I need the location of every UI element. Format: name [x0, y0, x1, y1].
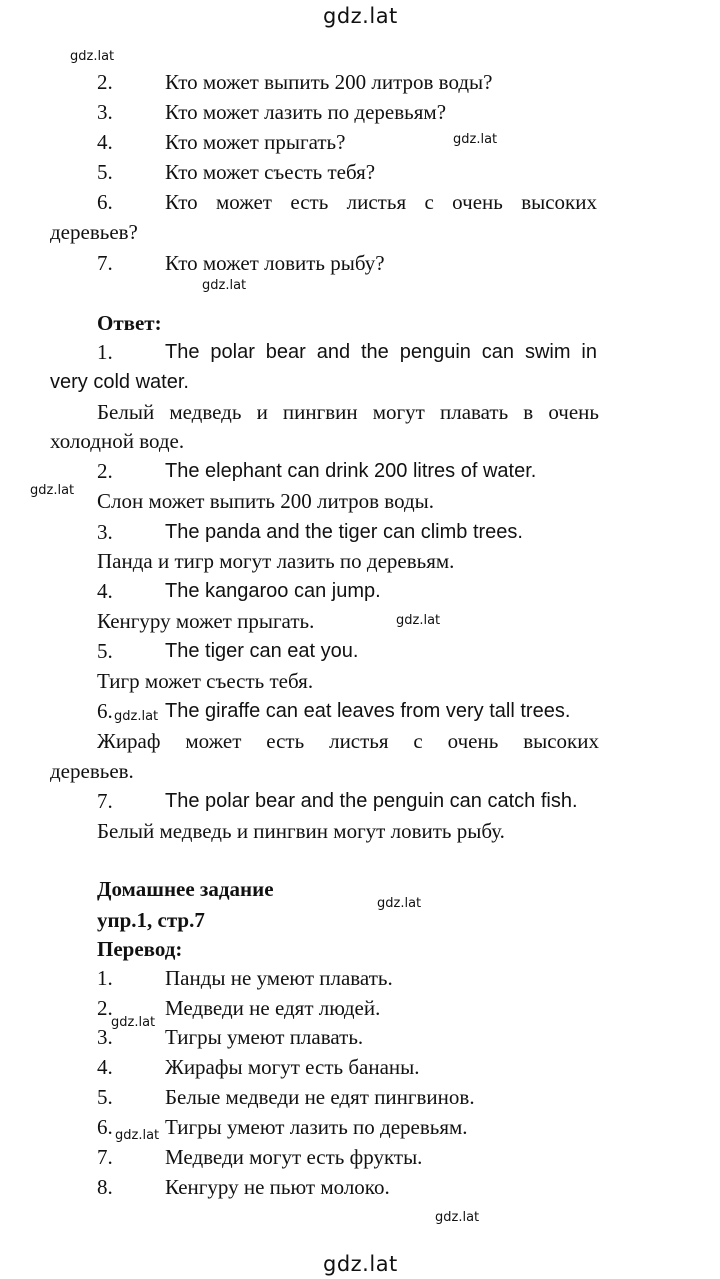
watermark: gdz.lat — [114, 709, 159, 724]
item-number: 7. — [97, 1145, 113, 1169]
question-text: Кто может ловить рыбу? — [165, 251, 385, 275]
translation-text: Медведи могут есть фрукты. — [165, 1145, 423, 1169]
item-number: 7. — [97, 789, 113, 813]
question-text: Кто может прыгать? — [165, 130, 346, 154]
item-number: 4. — [97, 130, 113, 154]
watermark-top: gdz.lat — [323, 4, 398, 28]
answer-english: The panda and the tiger can climb trees. — [165, 521, 523, 543]
item-number: 6. — [97, 699, 113, 723]
item-number: 3. — [97, 1025, 113, 1049]
exercise-reference: упр.1, стр.7 — [97, 908, 205, 932]
question-continuation: деревьев? — [50, 220, 138, 244]
question-text: Кто может выпить 200 литров воды? — [165, 70, 493, 94]
item-number: 2. — [97, 459, 113, 483]
question-text: Кто может съесть тебя? — [165, 160, 376, 184]
translation-text: Медведи не едят людей. — [165, 996, 381, 1020]
item-number: 3. — [97, 520, 113, 544]
answer-russian-continuation: холодной воде. — [50, 429, 185, 453]
item-number: 6. — [97, 190, 113, 214]
item-number: 1. — [97, 340, 113, 364]
item-number: 4. — [97, 579, 113, 603]
item-number: 5. — [97, 639, 113, 663]
item-number: 4. — [97, 1055, 113, 1079]
item-number: 3. — [97, 100, 113, 124]
watermark: gdz.lat — [202, 278, 247, 293]
question-text: Кто может есть листья с очень высоких — [165, 190, 597, 214]
question-text: Кто может лазить по деревьям? — [165, 100, 447, 124]
answer-russian: Жираф может есть листья с очень высоких — [97, 729, 599, 753]
translation-text: Белые медведи не едят пингвинов. — [165, 1085, 475, 1109]
answer-russian: Кенгуру может прыгать. — [97, 609, 315, 633]
translation-text: Тигры умеют плавать. — [165, 1025, 364, 1049]
item-number: 7. — [97, 251, 113, 275]
answer-english: The elephant can drink 200 litres of water. — [165, 460, 537, 482]
homework-heading: Домашнее задание — [97, 877, 274, 901]
item-number: 1. — [97, 966, 113, 990]
translation-text: Панды не умеют плавать. — [165, 966, 393, 990]
item-number: 2. — [97, 70, 113, 94]
answer-english-continuation: very cold water. — [50, 371, 189, 393]
translation-text: Кенгуру не пьют молоко. — [165, 1175, 390, 1199]
translation-text: Жирафы могут есть бананы. — [165, 1055, 420, 1079]
answer-english: The tiger can eat you. — [165, 640, 359, 662]
watermark: gdz.lat — [396, 613, 441, 628]
answer-english: The polar bear and the penguin can swim in — [165, 341, 597, 363]
answer-english: The giraffe can eat leaves from very tall trees. — [165, 700, 571, 722]
answer-english: The polar bear and the penguin can catch fish. — [165, 790, 578, 812]
watermark: gdz.lat — [377, 896, 422, 911]
answer-russian: Белый медведь и пингвин могут ловить рыбу. — [97, 819, 505, 843]
item-number: 6. — [97, 1115, 113, 1139]
watermark: gdz.lat — [30, 483, 75, 498]
answer-russian: Панда и тигр могут лазить по деревьям. — [97, 549, 455, 573]
watermark: gdz.lat — [453, 132, 498, 147]
answer-russian: Тигр может съесть тебя. — [97, 669, 314, 693]
translation-heading: Перевод: — [97, 937, 183, 961]
translation-text: Тигры умеют лазить по деревьям. — [165, 1115, 468, 1139]
answer-english: The kangaroo can jump. — [165, 580, 381, 602]
item-number: 5. — [97, 1085, 113, 1109]
watermark: gdz.lat — [435, 1210, 480, 1225]
watermark: gdz.lat — [111, 1015, 156, 1030]
item-number: 5. — [97, 160, 113, 184]
answer-russian: Слон может выпить 200 литров воды. — [97, 489, 435, 513]
item-number: 8. — [97, 1175, 113, 1199]
watermark: gdz.lat — [115, 1128, 160, 1143]
answer-russian-continuation: деревьев. — [50, 759, 134, 783]
watermark-bottom: gdz.lat — [323, 1252, 398, 1276]
item-number: 2. — [97, 996, 113, 1020]
answer-russian: Белый медведь и пингвин могут плавать в очень — [97, 400, 599, 424]
answer-heading: Ответ: — [97, 311, 162, 335]
watermark: gdz.lat — [70, 49, 115, 64]
